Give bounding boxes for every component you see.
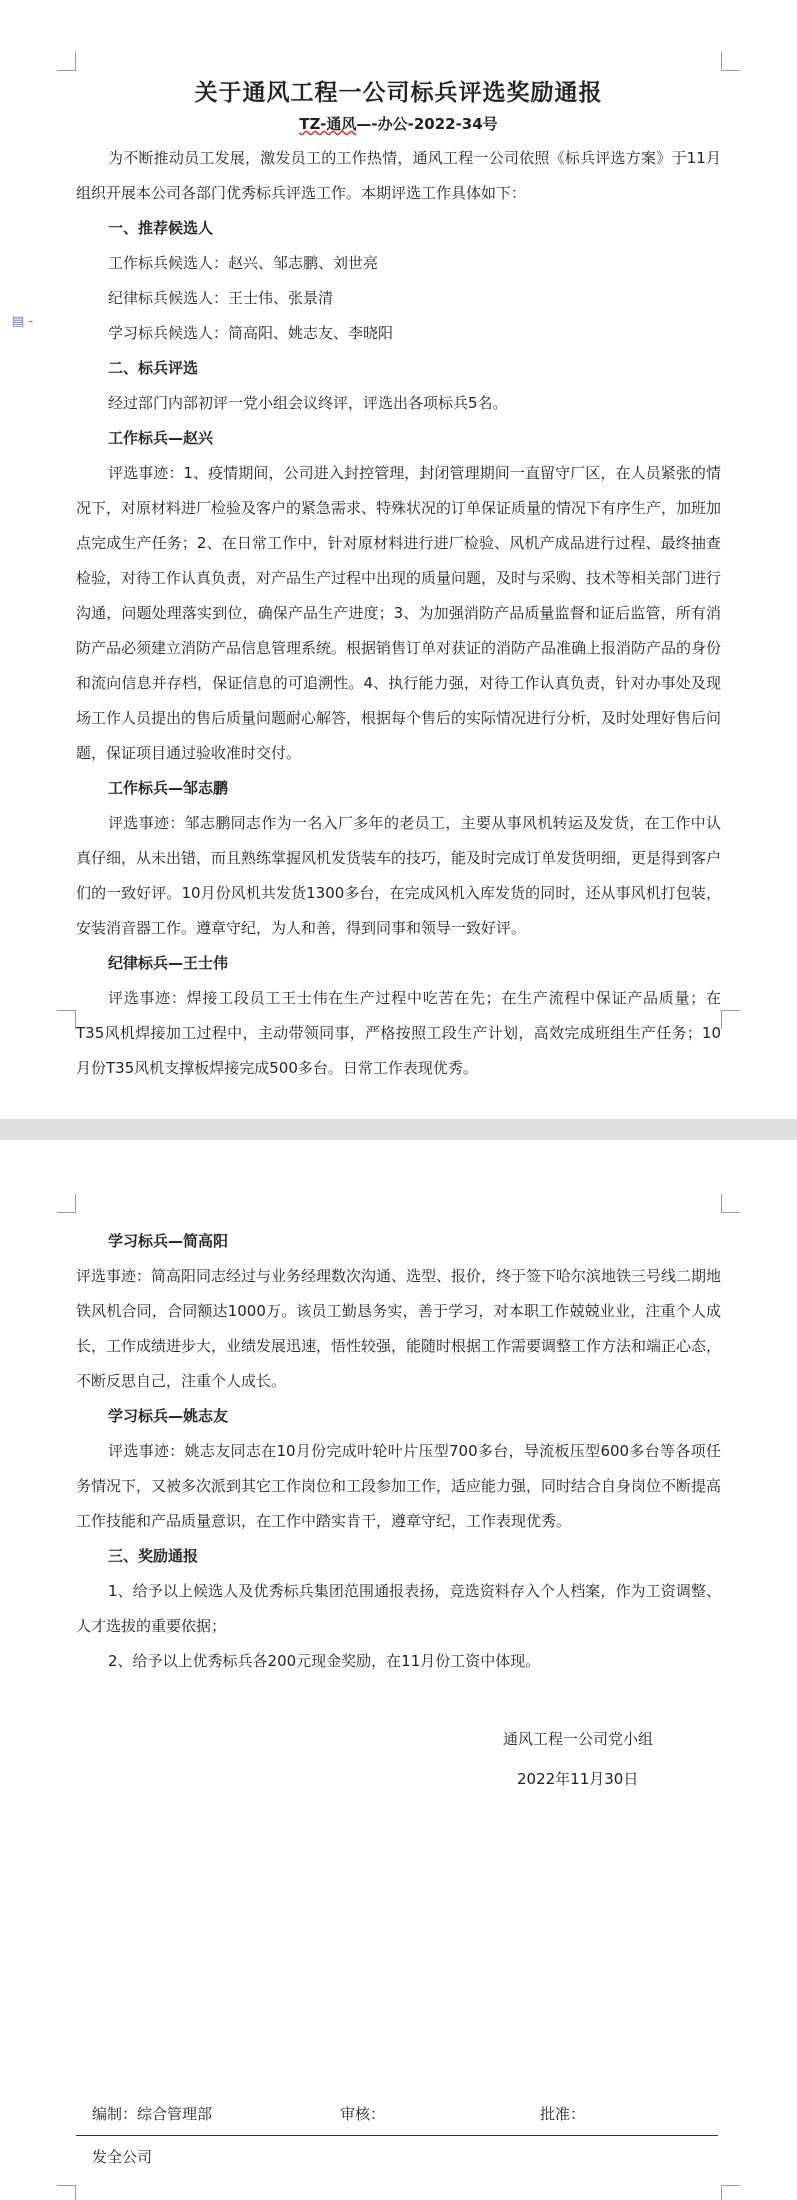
footer-divider	[76, 2135, 718, 2136]
section-heading-rewards: 三、奖励通报	[108, 1547, 199, 1565]
margin-corner-top-left	[57, 52, 76, 71]
reviewer-field: 审核：	[340, 2105, 386, 2123]
document-body-page-1	[76, 141, 721, 1086]
margin-corner-bottom-right	[721, 2185, 740, 2200]
reward-item: 2、给予以上优秀标兵各200元现金奖励，在11月份工资中体现。	[108, 1652, 541, 1670]
document-number	[0, 113, 797, 134]
award-heading: 学习标兵—简高阳	[108, 1232, 229, 1250]
editor-field: 编制：综合管理部	[92, 2105, 213, 2123]
candidate-line: 纪律标兵候选人：王士伟、张景清	[108, 289, 334, 307]
distribution-note: 发全公司	[92, 2148, 153, 2166]
award-paragraph: 评选事迹：焊接工段员工王士伟在生产过程中吃苦在先；在生产流程中保证产品质量；在T35风机焊接加工过程中，主动带领同事，严格按照工段生产计划，高效完成班组生产任务；10月份T35风机支撑板焊接完成500多台。日常工作表现优秀。	[76, 989, 721, 1077]
margin-corner-top-right	[721, 1194, 740, 1213]
margin-corner-bottom-right	[721, 1010, 740, 1029]
award-heading: 工作标兵—邹志鹏	[108, 779, 229, 797]
document-number-suffix: —-办公-2022-34号	[356, 115, 498, 133]
intro-paragraph: 为不断推动员工发展，激发员工的工作热情，通风工程一公司依照《标兵评选方案》于11月组织开展本公司各部门优秀标兵评选工作。本期评选工作具体如下：	[76, 149, 721, 202]
comment-icon[interactable]: ▤ -	[12, 314, 34, 329]
candidate-line: 工作标兵候选人：赵兴、邹志鹏、刘世亮	[108, 254, 379, 272]
approver-field: 批准：	[540, 2105, 586, 2123]
award-heading: 纪律标兵—王士伟	[108, 954, 229, 972]
award-heading: 工作标兵—赵兴	[108, 429, 214, 447]
document-title: 关于通风工程一公司标兵评选奖励通报	[194, 80, 603, 106]
candidate-line: 学习标兵候选人：简高阳、姚志友、李晓阳	[108, 324, 394, 342]
award-paragraph: 评选事迹：邹志鹏同志作为一名入厂多年的老员工，主要从事风机转运及发货，在工作中认真仔细，从未出错，而且熟练掌握风机发货装车的技巧，能及时完成订单发货明细，更是得到客户们的一致好评。10月份风机共发货1300多台，在完成风机入库发货的同时，还从事风机打包装，安装消音器工作。遵章守纪，为人和善，得到同事和领导一致好评。	[76, 814, 722, 937]
document-body-page-2	[76, 1224, 721, 1679]
selection-paragraph: 经过部门内部初评一党小组会议终评，评选出各项标兵5名。	[108, 394, 508, 412]
margin-corner-bottom-left	[57, 2185, 76, 2200]
margin-corner-top-left	[57, 1194, 76, 1213]
award-paragraph: 评选事迹：简高阳同志经过与业务经理数次沟通、选型、报价，终于签下哈尔滨地铁三号线二期地铁风机合同，合同额达1000万。该员工勤恳务实，善于学习，对本职工作兢兢业业，注重个人成长，工作成绩进步大，业绩发展迅速，悟性较强，能随时根据工作需要调整工作方法和端正心态，不断反思自己，注重个人成长。	[76, 1267, 722, 1390]
reward-item: 1、给予以上候选人及优秀标兵集团范围通报表扬，竞选资料存入个人档案，作为工资调整、人才选拔的重要依据；	[76, 1582, 721, 1635]
award-paragraph: 评选事迹：1、疫情期间，公司进入封控管理，封闭管理期间一直留守厂区，在人员紧张的情况下，对原材料进厂检验及客户的紧急需求、特殊状况的订单保证质量的情况下有序生产，加班加点完成生产任务；2、在日常工作中，针对原材料进行进厂检验、风机产成品进行过程、最终抽查检验，对待工作认真负责，对产品生产过程中出现的质量问题，及时与采购、技术等相关部门进行沟通，问题处理落实到位，确保产品生产进度；3、为加强消防产品质量监督和证后监管，所有消防产品必须建立消防产品信息管理系统。根据销售订单对获证的消防产品准确上报消防产品的身份和流向信息并存档，保证信息的可追溯性。4、执行能力强，对待工作认真负责，针对办事处及现场工作人员提出的售后质量问题耐心解答，根据每个售后的实际情况进行分析，及时处理好售后问题，保证项目通过验收准时交付。	[76, 464, 722, 762]
margin-corner-top-right	[721, 52, 740, 71]
document-number-prefix: TZ-通风	[299, 115, 357, 133]
signer: 通风工程一公司党小组	[503, 1730, 654, 1748]
award-heading: 学习标兵—姚志友	[108, 1407, 229, 1425]
section-heading-selection: 二、标兵评选	[108, 359, 199, 377]
margin-corner-bottom-left	[57, 1010, 76, 1029]
issue-date: 2022年11月30日	[517, 1770, 639, 1788]
section-heading-candidates: 一、推荐候选人	[108, 219, 214, 237]
award-paragraph: 评选事迹：姚志友同志在10月份完成叶轮叶片压型700多台，导流板压型600多台等各项任务情况下，又被多次派到其它工作岗位和工段参加工作，适应能力强，同时结合自身岗位不断提高工作技能和产品质量意识，在工作中踏实肯干，遵章守纪，工作表现优秀。	[76, 1442, 722, 1530]
document-page-2	[0, 1140, 797, 2200]
